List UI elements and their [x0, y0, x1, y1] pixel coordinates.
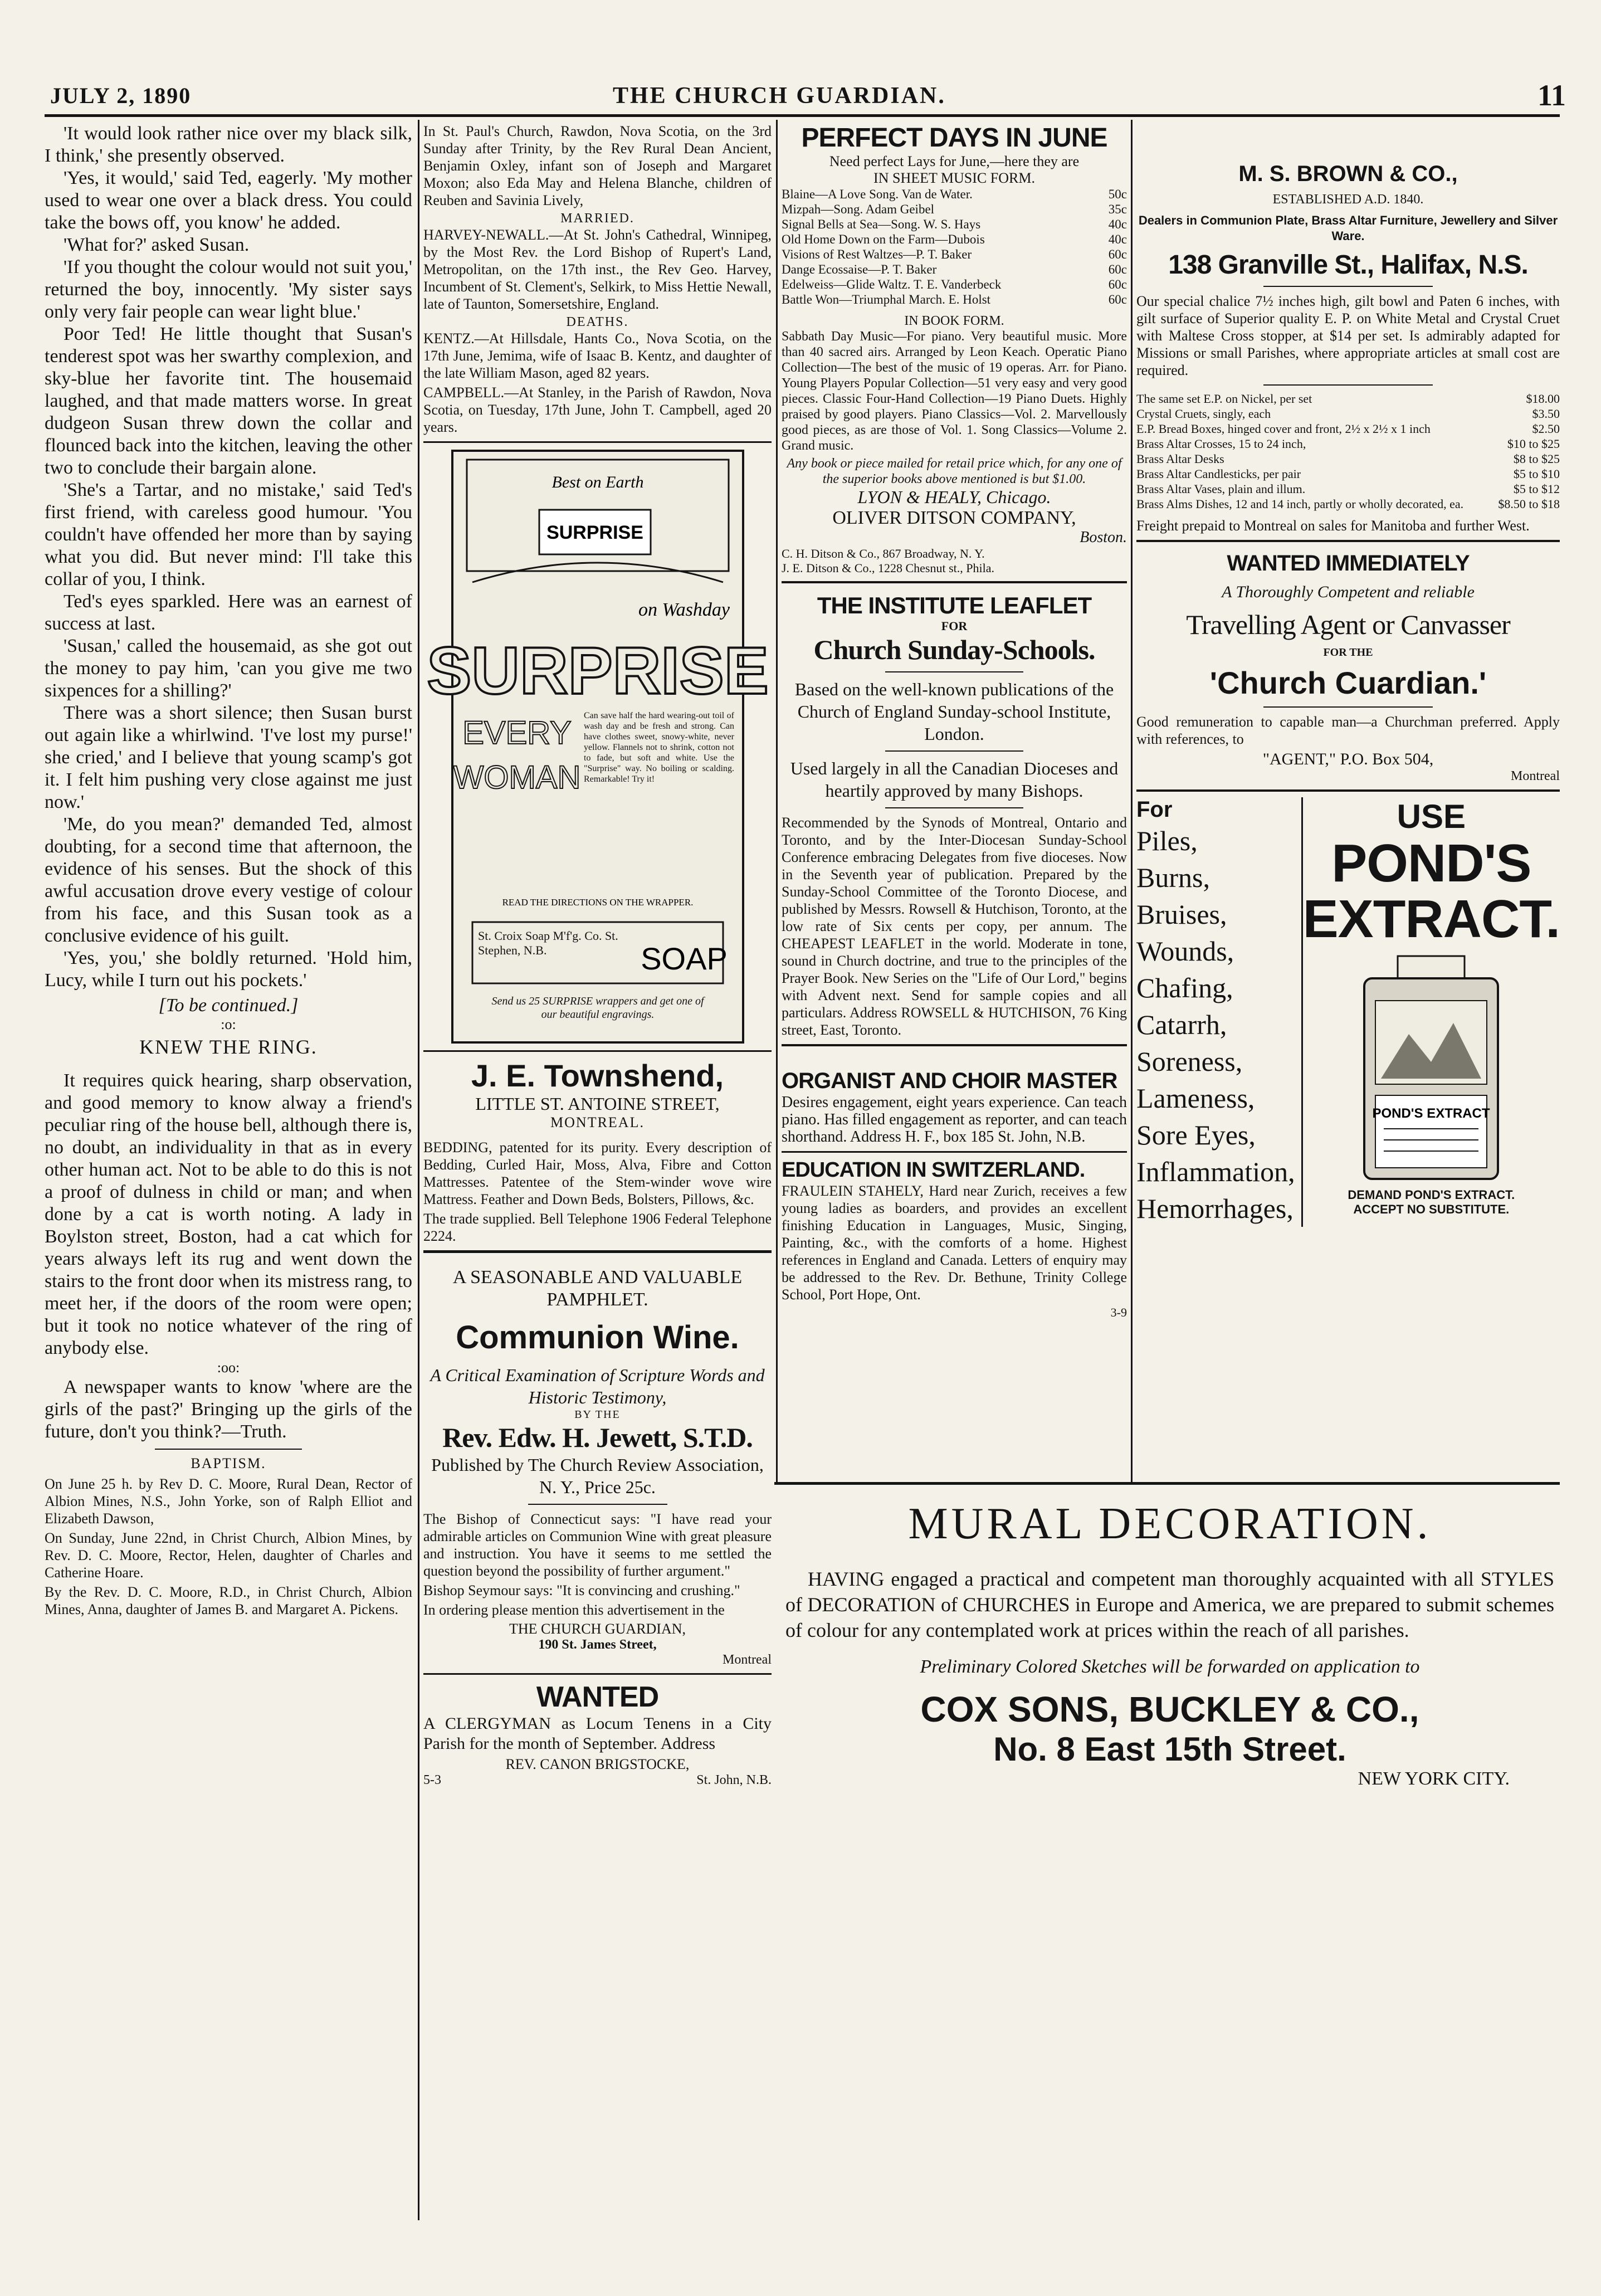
story-paragraph: 'Me, do you mean?' demanded Ted, almost doubting, for a second time that afternoon, the evidence of his senses. But the shock of this awful accusation drove every vestige of colour from his face, and this Susan took as a conclusive evidence of his guilt.: [45, 814, 412, 946]
price-row: [1136, 466, 1560, 481]
song-price: 35c: [1108, 202, 1127, 216]
ponds-brand: POND'S: [1331, 833, 1531, 893]
pamphlet-head: A SEASONABLE AND VALUABLE PAMPHLET.: [452, 1267, 743, 1310]
brown-price-list: [1136, 391, 1560, 511]
separator: :oo:: [217, 1359, 240, 1376]
ponds-ailment: Catarrh,: [1136, 1009, 1227, 1040]
divider: [423, 1673, 772, 1675]
music-ad-title: PERFECT DAYS IN JUNE: [801, 123, 1107, 153]
leaflet-based: Based on the well-known publications of the Church of England Sunday-school Institute, London.: [794, 679, 1114, 744]
wanted-city: St. John, N.B.: [696, 1773, 772, 1787]
song-price: 60c: [1108, 247, 1127, 261]
column-1: [45, 123, 412, 2279]
song-title: Signal Bells at Sea—Song. W. S. Hays: [782, 217, 981, 231]
agent-role: Travelling Agent or Canvasser: [1186, 609, 1510, 640]
brown-name: M. S. BROWN & CO.,: [1238, 162, 1458, 186]
soap-word: SOAP: [640, 941, 728, 976]
agent-city: Montreal: [1511, 769, 1560, 783]
song-title: Visions of Rest Waltzes—P. T. Baker: [782, 247, 972, 261]
baptism-entry: On Sunday, June 22nd, in Christ Church, Albion Mines, by Rev. D. C. Moore, Rector, Helen, daughter of Charles and Catherine Hoare.: [45, 1530, 412, 1581]
ditson-city: Boston.: [1080, 529, 1127, 546]
agent-sub: A Thoroughly Competent and reliable: [1222, 583, 1475, 601]
baptism-entry: On June 25 h. by Rev D. C. Moore, Rural Dean, Rector of Albion Mines, N.S., John Yorke, son of Ralph Elliot and Elizabeth Dawson,: [45, 1476, 412, 1527]
divider: [155, 1449, 302, 1450]
price-value: $3.50: [1532, 407, 1560, 421]
leaflet-for: FOR: [941, 619, 968, 633]
soap-maker: St. Croix Soap M'f'g. Co. St. Stephen, N.B.: [477, 929, 618, 957]
song-price: 60c: [1108, 277, 1127, 291]
page-number: 11: [1537, 79, 1566, 112]
divider: [1263, 384, 1433, 386]
wanted-text: A CLERGYMAN as Locum Tenens in a City Parish for the month of September. Address: [423, 1714, 772, 1753]
story-paragraph: There was a short silence; then Susan burst out again like a whirlwind. 'I've lost my purse!' she cried,' and I believe that young scamp's got it. I felt him pushing very close against me just now.': [45, 703, 412, 812]
music-book-heading: IN BOOK FORM.: [904, 314, 1004, 328]
price-row: [1136, 421, 1560, 436]
divider: [782, 1044, 1127, 1046]
song-title: Blaine—A Love Song. Van de Water.: [782, 187, 973, 201]
price-value: $8 to $25: [1513, 452, 1560, 466]
pamphlet-title: Communion Wine.: [456, 1319, 739, 1356]
newspaper-title: THE CHURCH GUARDIAN.: [613, 83, 946, 109]
ponds-ailment: Soreness,: [1136, 1046, 1243, 1077]
leaflet-used: Used largely in all the Canadian Dioceses and heartily approved by many Bishops.: [790, 758, 1119, 801]
song-row: [782, 262, 1127, 277]
organist-text: Desires engagement, eight years experience. Can teach piano. Has filled engagement as reporter, and can teach shorthand. Address H. F., box 185 St. John, N.B.: [782, 1094, 1127, 1145]
column-4: [1136, 123, 1560, 1482]
ditson-address: J. E. Ditson & Co., 1228 Chesnut st., Phila.: [782, 561, 994, 575]
divider: [528, 1504, 667, 1505]
ponds-ailment: Piles,: [1136, 825, 1198, 856]
soap-every: EVERY: [462, 715, 572, 751]
song-price: 40c: [1108, 232, 1127, 246]
ponds-ailment: Wounds,: [1136, 935, 1234, 967]
story-paragraph: 'It would look rather nice over my black silk, I think,' she presently observed.: [45, 123, 412, 166]
soap-big-title: SURPRISE: [426, 633, 769, 708]
ponds-ailment: Lameness,: [1136, 1083, 1255, 1114]
story-paragraph: Poor Ted! He little thought that Susan's tenderest spot was her swarthy complexion, and sky-blue her favorite tint. The housemaid laughed, and that made matters worse. In great dudgeon Susan threw down the collar and flounced back into the kitchen, leaving the other two to conclude their bargain alone.: [45, 324, 412, 478]
bedding-supply: The trade supplied. Bell Telephone 1906 Federal Telephone 2224.: [423, 1211, 772, 1244]
music-sheet-heading: IN SHEET MUSIC FORM.: [873, 170, 1035, 186]
pamphlet-by: BY THE: [574, 1408, 621, 1421]
wanted-address: REV. CANON BRIGSTOCKE,: [505, 1756, 690, 1772]
ditson-address: C. H. Ditson & Co., 867 Broadway, N. Y.: [782, 547, 985, 560]
brown-dealers: Dealers in Communion Plate, Brass Altar Furniture, Jewellery and Silver Ware.: [1138, 213, 1558, 243]
divider: [1136, 540, 1560, 542]
leaflet-text: Recommended by the Synods of Montreal, Ontario and Toronto, and by the Inter-Diocesan Sunday-School Conference embracing Delegates from five dioceses. Now in the Seventh year of publication. Prepared by the Sunday-School Committee of the Toronto Diocese, and published by Messrs. Rowsell & Hutchison, Toronto, at the low rate of Six cents per copy, per annum. The CHEAPEST LEAFLET in the world. Moderate in tone, sound in Church doctrine, and true to the principles of the Prayer Book. New Series on the "Life of Our Lord," begins with Advent next. Send for sample copies and all particulars. Address ROWSELL & HUTCHISON, 76 King street, East, Toronto.: [782, 815, 1127, 1038]
divider: [885, 807, 1023, 808]
price-row: [1136, 436, 1560, 451]
wanted-code: 5-3: [423, 1773, 441, 1787]
song-title: Old Home Down on the Farm—Dubois: [782, 232, 985, 246]
story-paragraph: 'What for?' asked Susan.: [64, 235, 250, 255]
story-paragraph: 'She's a Tartar, and no mistake,' said Ted's first friend, with careless good humour. 'You couldn't have offended her more than by saying what you did. But never mind: I'll take this collar of you, I think.: [45, 480, 412, 589]
pamphlet-paper: THE CHURCH GUARDIAN,: [509, 1621, 686, 1637]
agent-title: WANTED IMMEDIATELY: [1227, 551, 1470, 576]
story-paragraph: Ted's eyes sparkled. Here was an earnest of success at last.: [45, 591, 412, 634]
pamphlet-address: 190 St. James Street,: [538, 1637, 657, 1652]
mural-ad: [785, 1499, 1554, 1790]
music-ad-sub: Need perfect Lays for June,—here they are: [829, 153, 1080, 169]
leaflet-subtitle: Church Sunday-Schools.: [813, 634, 1095, 665]
swiss-title: EDUCATION IN SWITZERLAND.: [782, 1158, 1085, 1182]
pamphlet-city: Montreal: [723, 1652, 772, 1667]
price-item: Brass Altar Crosses, 15 to 24 inch,: [1136, 437, 1306, 451]
divider: [885, 750, 1023, 752]
wanted-title: WANTED: [536, 1681, 659, 1713]
issue-date: JULY 2, 1890: [50, 83, 192, 108]
pamphlet-subtitle: A Critical Examination of Scripture Words and Historic Testimony,: [430, 1365, 765, 1407]
mural-prelim: Preliminary Colored Sketches will be forwarded on application to: [920, 1656, 1420, 1677]
story-paragraph: 'If you thought the colour would not suit you,' returned the boy, innocently. 'My sister says only very fair people can wear light blue.': [45, 257, 412, 322]
ponds-ailment: Hemorrhages,: [1136, 1193, 1294, 1224]
section-title: BAPTISM.: [191, 1455, 266, 1471]
song-row: [782, 202, 1127, 217]
price-value: $2.50: [1532, 422, 1560, 436]
girls-text: A newspaper wants to know 'where are the girls of the past?' Bringing up the girls of the future, don't you think?—Truth.: [45, 1377, 412, 1442]
music-book-text: Sabbath Day Music—For piano. Very beautiful music. More than 40 sacred airs. Arranged by Leon Keach. Operatic Piano Collection—The best of the music of 19 operas. Arr. for Piano. Young Players Popular Collection—51 very easy and very good pieces. Classic Four-Hand Collection—19 Piano Duets. Highly praised by good players. Piano Classics—Vol. 2. Marvellously good pieces, as are those of Vol. 1. Song Classics—Volume 2. Grand music.: [782, 329, 1127, 453]
price-item: Brass Altar Candlesticks, per pair: [1136, 467, 1301, 481]
soap-tagline: Best on Earth: [551, 473, 643, 491]
header-rule: [45, 114, 1560, 117]
ponds-extract: EXTRACT.: [1302, 889, 1560, 949]
song-list: [782, 187, 1127, 307]
section-title: KNEW THE RING.: [139, 1036, 318, 1058]
section-title: MARRIED.: [560, 211, 634, 226]
lyon-healy: LYON & HEALY, Chicago.: [857, 487, 1051, 507]
mural-city: NEW YORK CITY.: [1358, 1768, 1510, 1789]
mural-address: No. 8 East 15th Street.: [993, 1730, 1346, 1768]
pamphlet-author: Rev. Edw. H. Jewett, S.T.D.: [442, 1422, 753, 1453]
ponds-ailment: Inflammation,: [1136, 1156, 1295, 1187]
advertiser-city: MONTREAL.: [550, 1114, 645, 1130]
column-rule: [776, 120, 778, 1482]
agent-address: "AGENT," P.O. Box 504,: [1262, 750, 1434, 768]
agent-for: FOR THE: [1323, 646, 1373, 659]
price-row: [1136, 481, 1560, 496]
song-row: [782, 277, 1127, 292]
brown-freight: Freight prepaid to Montreal on sales for Manitoba and further West.: [1136, 518, 1530, 534]
price-row: [1136, 391, 1560, 406]
ponds-accept: ACCEPT NO SUBSTITUTE.: [1353, 1202, 1510, 1216]
divider: [423, 1050, 772, 1052]
price-row: [1136, 451, 1560, 466]
price-value: $18.00: [1526, 392, 1560, 406]
divider: [782, 1151, 1127, 1153]
advertiser-street: LITTLE ST. ANTOINE STREET,: [475, 1094, 720, 1114]
swiss-text: FRAULEIN STAHELY, Hard near Zurich, receives a few young ladies as boarders, and provides an excellent finishing Education in Languages, Music, Singing, Painting, &c., with the comforts of a home. Highest references in England and Canada. Letters of enquiry may be addressed to the Rev. Dr. Bethune, Trinity College School, Port Hope, Ont.: [782, 1183, 1127, 1303]
ponds-ailment: Burns,: [1136, 862, 1210, 893]
song-title: Dange Ecossaise—P. T. Baker: [782, 262, 937, 276]
price-item: Brass Altar Vases, plain and illum.: [1136, 482, 1306, 496]
mural-firm: COX SONS, BUCKLEY & CO.,: [920, 1689, 1419, 1729]
song-price: 60c: [1108, 293, 1127, 306]
pamphlet-order: In ordering please mention this advertisement in the: [423, 1602, 725, 1618]
ponds-ailment: Chafing,: [1136, 972, 1233, 1003]
mural-title: MURAL DECORATION.: [908, 1499, 1432, 1548]
story-text: [45, 123, 412, 992]
column-rule: [1131, 120, 1133, 1482]
divider: [782, 581, 1127, 583]
agent-text: Good remuneration to capable man—a Churchman preferred. Apply with references, to: [1136, 714, 1560, 747]
agent-paper: 'Church Cuardian.': [1209, 665, 1487, 700]
death-entry: KENTZ.—At Hillsdale, Hants Co., Nova Scotia, on the 17th June, Jemima, wife of Isaac B. Kentz, and daughter of the late William Mason, aged 82 years.: [423, 330, 772, 381]
soap-offer: Send us 25 SURPRISE wrappers and get one of our beautiful engravings.: [491, 995, 704, 1021]
section-title: DEATHS.: [566, 315, 629, 329]
song-row: [782, 217, 1127, 232]
price-value: $5 to $10: [1513, 467, 1560, 481]
story-paragraph: 'Yes, you,' she boldly returned. 'Hold him, Lucy, while I turn out his pockets.': [45, 948, 412, 991]
song-title: Mizpah—Song. Adam Geibel: [782, 202, 935, 216]
song-row: [782, 247, 1127, 262]
soap-description: Can save half the hard wearing-out toil of wash day and be fresh and strong. Can have clothes sweet, snowy-white, never yellow. Flannels not to shrink, cotton not to fade, but soft and white. Use the "Surprise" way. No boiling or scalding. Remarkable! Try it!: [583, 711, 734, 784]
price-item: Brass Altar Desks: [1136, 452, 1224, 466]
story-paragraph: 'Susan,' called the housemaid, as she got out the money to pay him, 'can you give me two sixpences for a shilling?': [45, 636, 412, 701]
ponds-ailments: [1136, 822, 1298, 1227]
column-rule: [418, 120, 419, 2220]
brown-established: ESTABLISHED A.D. 1840.: [1272, 192, 1424, 207]
divider: [1263, 706, 1433, 708]
baptism-entry: In St. Paul's Church, Rawdon, Nova Scotia, on the 3rd Sunday after Trinity, by the Rev Rural Dean Ancient, Benjamin Oxley, infant son of Joseph and Margaret Moxon; also Eda May and Helena Blanche, children of Reuben and Savinia Lively,: [423, 123, 772, 208]
to-be-continued: [To be continued.]: [158, 995, 299, 1016]
song-title: Battle Won—Triumphal March. E. Holst: [782, 293, 991, 306]
organist-title: ORGANIST AND CHOIR MASTER: [782, 1069, 1117, 1093]
pamphlet-publisher: Published by The Church Review Association, N. Y., Price 25c.: [431, 1455, 764, 1497]
ponds-demand: DEMAND POND'S EXTRACT.: [1348, 1188, 1515, 1202]
pamphlet-quote: Bishop Seymour says: "It is convincing and crushing.": [423, 1582, 740, 1598]
ponds-ailment: Bruises,: [1136, 899, 1227, 930]
advertiser-name: J. E. Townshend,: [471, 1058, 724, 1093]
divider: [1136, 789, 1560, 792]
soap-directions: READ THE DIRECTIONS ON THE WRAPPER.: [502, 897, 693, 908]
ponds-for: For: [1136, 797, 1173, 822]
song-title: Edelweiss—Glide Waltz. T. E. Vanderbeck: [782, 277, 1002, 291]
knew-ring-text: It requires quick hearing, sharp observation, and good memory to know alway a friend's peculiar ring of the house bell, although there is, no doubt, an individuality in that as in every other human act. Not to be able to do this is not a proof of dulness in child or man; and when done by a cat is worth noting. A lady in Boylston street, Boston, had a cat which for years always left its rug and went down the stairs to the front door when its mistress rang, to meet her, if the doors of the room were open; but it took no notice whatever of the ring of anybody else.: [45, 1070, 412, 1358]
price-item: Crystal Cruets, singly, each: [1136, 407, 1271, 421]
song-price: 50c: [1108, 187, 1127, 201]
price-item: E.P. Bread Boxes, hinged cover and front, 2½ x 2½ x 1 inch: [1136, 422, 1431, 436]
ponds-use: USE: [1397, 798, 1466, 835]
ditson-company: OLIVER DITSON COMPANY,: [832, 508, 1076, 528]
column-3: [782, 123, 1127, 1482]
price-row: [1136, 496, 1560, 511]
divider: [885, 671, 1023, 672]
story-paragraph: 'Yes, it would,' said Ted, eagerly. 'My mother used to wear one over a black dress. You could take the bows off, you know' he added.: [45, 168, 412, 233]
price-item: The same set E.P. on Nickel, per set: [1136, 392, 1312, 406]
mural-rule: [774, 1482, 1560, 1485]
price-row: [1136, 406, 1560, 421]
brown-text: Our special chalice 7½ inches high, gilt bowl and Paten 6 inches, with gilt surface of Superior quality E. P. on White Metal and Crystal Cruet with Maltese Cross stopper, at $14 per set. Is admirably adapted for Missions or small Parishes, where appropriate articles at small cost are required.: [1136, 293, 1560, 378]
price-value: $10 to $25: [1507, 437, 1560, 451]
soap-washday: on Washday: [638, 599, 730, 620]
column-2: [423, 123, 772, 2284]
brown-address: 138 Granville St., Halifax, N.S.: [1168, 250, 1528, 280]
baptism-entry: By the Rev. D. C. Moore, R.D., in Christ Church, Albion Mines, Anna, daughter of James B. and Margaret A. Pickens.: [45, 1584, 412, 1617]
ponds-ad: [1136, 797, 1560, 1227]
ponds-bottle-label: POND'S EXTRACT: [1372, 1106, 1490, 1121]
price-item: Brass Alms Dishes, 12 and 14 inch, partly or wholly decorated, ea.: [1136, 497, 1464, 511]
leaflet-title: THE INSTITUTE LEAFLET: [817, 592, 1092, 618]
price-value: $5 to $12: [1513, 482, 1560, 496]
divider: [423, 1250, 772, 1253]
price-value: $8.50 to $18: [1498, 497, 1560, 511]
mural-text: HAVING engaged a practical and competent man thoroughly acquainted with all STYLES of DECORATION of CHURCHES in Europe and America, we are prepared to submit schemes of colour for any contemplated work at prices within the reach of all parishes.: [785, 1568, 1554, 1641]
song-row: [782, 292, 1127, 307]
ponds-ailment: Sore Eyes,: [1136, 1119, 1256, 1151]
divider: [1263, 286, 1433, 287]
music-mailed: Any book or piece mailed for retail price which, for any one of the superior books above mentioned is but $1.00.: [787, 456, 1122, 486]
death-entry: CAMPBELL.—At Stanley, in the Parish of Rawdon, Nova Scotia, on Tuesday, 17th June, John T. Campbell, aged 20 years.: [423, 384, 772, 435]
marriage-entry: HARVEY-NEWALL.—At St. John's Cathedral, Winnipeg, by the Most Rev. the Lord Bishop of Rupert's Land, Metropolitan, on the 17th inst., the Rev Geo. Harvey, Incumbent of St. Clement's, Selkirk, to Miss Hettie Newall, late of Taunton, Somersetshire, England.: [423, 227, 772, 312]
song-price: 60c: [1108, 262, 1127, 276]
ponds-bottle-icon: [1331, 950, 1531, 1184]
song-price: 40c: [1108, 217, 1127, 231]
surprise-soap-ad: [426, 449, 769, 1045]
bedding-text: BEDDING, patented for its purity. Every description of Bedding, Curled Hair, Moss, Alva, Fibre and Cotton Mattresses. Patentee of the Stem-winder wove wire Mattress. Feather and Down Beds, Bolsters, Pillows, &c.: [423, 1139, 772, 1207]
soap-box-label: SURPRISE: [546, 522, 643, 543]
song-row: [782, 187, 1127, 202]
divider: [423, 441, 772, 443]
pamphlet-quote: The Bishop of Connecticut says: "I have read your admirable articles on Communion Wine with great pleasure and instruction. You have it seems to me settled the question beyond the possibility of further argument.": [423, 1511, 772, 1579]
separator: :o:: [221, 1016, 236, 1032]
soap-woman: WOMAN: [453, 759, 580, 796]
song-row: [782, 232, 1127, 247]
swiss-code: 3-9: [1110, 1305, 1127, 1319]
